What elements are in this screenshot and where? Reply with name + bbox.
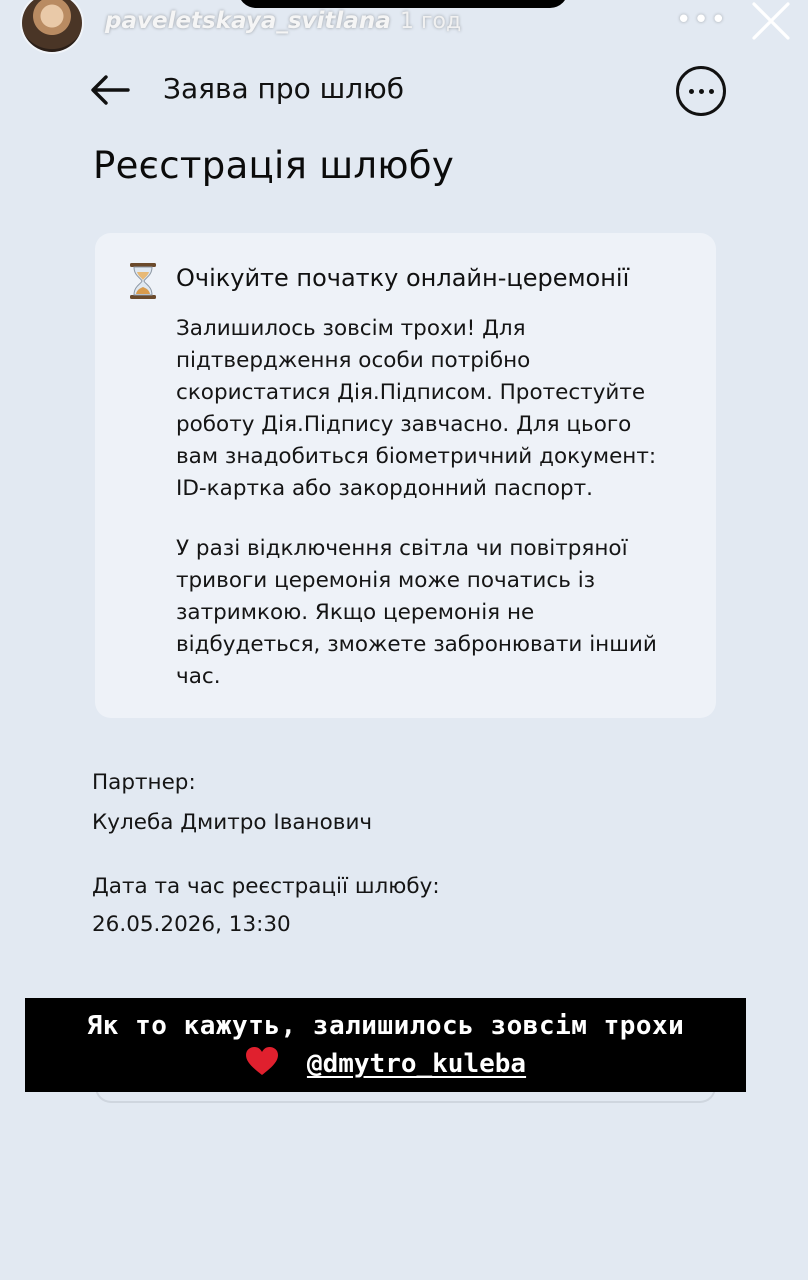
partner-label: Партнер: <box>92 770 196 795</box>
story-timestamp: 1 год <box>400 9 462 34</box>
hourglass-icon <box>128 262 158 300</box>
date-value: 26.05.2026, 13:30 <box>92 912 291 937</box>
story-username[interactable]: paveletskaya_svitlana <box>105 8 391 34</box>
story-header <box>0 0 808 60</box>
story-caption <box>25 998 746 1092</box>
notice-title: Очікуйте початку онлайн-церемонії <box>176 264 630 292</box>
mention-link[interactable]: @dmytro_kuleba <box>306 1049 527 1079</box>
avatar[interactable] <box>22 0 82 52</box>
ellipsis-icon <box>679 69 723 113</box>
notice-paragraph-2: У разі відключення світла чи повітряної тривоги церемонія може початись із затримкою. Якщо церемонія не відбудеться, зможете забронювати інший час. <box>176 536 657 689</box>
header-title: Заява про шлюб <box>163 72 404 105</box>
close-icon[interactable] <box>748 0 792 40</box>
date-label: Дата та час реєстрації шлюбу: <box>92 874 440 899</box>
heart-icon <box>245 1046 279 1076</box>
back-arrow-icon[interactable] <box>88 70 134 110</box>
camera-notch <box>238 0 568 8</box>
story-more-icon[interactable]: ••• <box>676 5 729 35</box>
notice-paragraph-1: Залишилось зовсім трохи! Для підтвердження особи потрібно скористатися Дія.Підписом. Протестуйте роботу Дія.Підпису завчасно. Для цього вам знадобиться біометричний документ: ID-картка або закордонний паспорт. <box>176 316 657 501</box>
partner-value: Кулеба Дмитро Іванович <box>92 810 373 835</box>
more-options-button[interactable] <box>676 66 726 116</box>
caption-text: Як то кажуть, залишилось зовсім трохи <box>86 1011 685 1041</box>
page-title: Реєстрація шлюбу <box>93 144 455 187</box>
